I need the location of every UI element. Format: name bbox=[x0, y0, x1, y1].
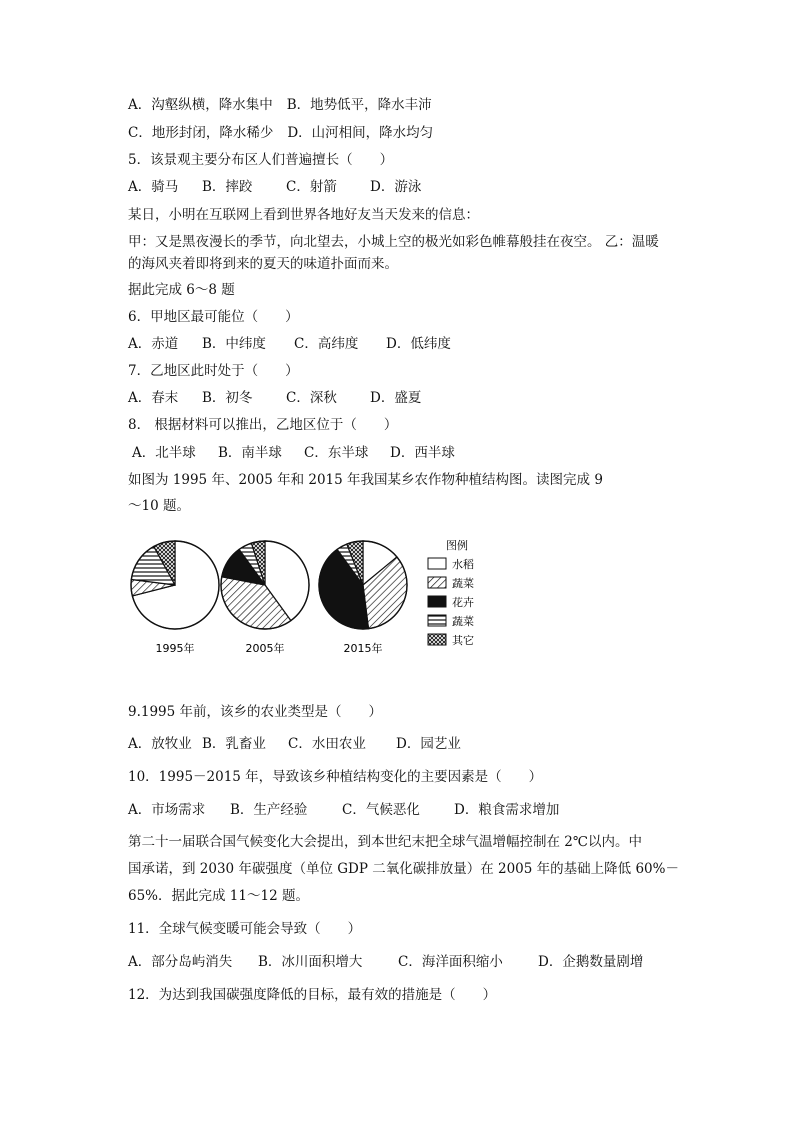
q11-option-b: B．冰川面积增大 bbox=[258, 954, 363, 970]
q6-option-c: C．高纬度 bbox=[294, 336, 359, 352]
passage3-line-1: 第二十一届联合国气候变化大会提出，到本世纪末把全球气温增幅控制在 2℃以内。中 bbox=[128, 834, 642, 850]
q5-option-b: B．摔跤 bbox=[202, 179, 253, 195]
q4-option-a: A．沟壑纵横，降水集中 bbox=[128, 97, 273, 113]
q8-option-c: C．东半球 bbox=[304, 445, 369, 461]
q6-stem: 6．甲地区最可能位（ ） bbox=[128, 309, 299, 325]
passage2-line-2: ～10 题。 bbox=[128, 498, 190, 514]
q8-option-d: D．西半球 bbox=[390, 445, 455, 461]
pie-1 bbox=[221, 541, 309, 655]
q7-option-c: C．深秋 bbox=[286, 390, 337, 406]
q11-option-a: A．部分岛屿消失 bbox=[128, 954, 233, 970]
legend-title: 图例 bbox=[446, 539, 468, 552]
q5-option-d: D．游泳 bbox=[370, 179, 422, 195]
crop-structure-pie-charts bbox=[120, 530, 500, 665]
legend-label: 水稻 bbox=[452, 558, 474, 571]
q5-option-c: C．射箭 bbox=[286, 179, 337, 195]
q4-options-line-1 bbox=[128, 96, 432, 114]
q5-option-a: A．骑马 bbox=[128, 179, 179, 195]
legend-label: 蔬菜 bbox=[452, 577, 474, 590]
q7-stem: 7．乙地区此时处于（ ） bbox=[128, 363, 299, 379]
passage3-line-3: 65%．据此完成 11～12 题。 bbox=[128, 888, 309, 904]
q4-option-b: B．地势低平，降水丰沛 bbox=[286, 97, 432, 113]
q6-option-a: A．赤道 bbox=[128, 336, 179, 352]
q9-stem: 9.1995 年前，该乡的农业类型是（ ） bbox=[128, 704, 383, 720]
q8-options bbox=[132, 444, 455, 462]
q8-option-b: B．南半球 bbox=[218, 445, 282, 461]
q9-option-c: C．水田农业 bbox=[288, 736, 366, 752]
q7-option-b: B．初冬 bbox=[202, 390, 253, 406]
q12-stem: 12．为达到我国碳强度降低的目标，最有效的措施是（ ） bbox=[128, 987, 497, 1003]
q10-option-b: B．生产经验 bbox=[230, 802, 308, 818]
pie-year-label: 1995年 bbox=[155, 642, 195, 655]
q8-option-a: A．北半球 bbox=[132, 445, 196, 461]
pie-2 bbox=[319, 541, 407, 655]
passage1-line-b: 的海风夹着即将到来的夏天的味道扑面而来。 bbox=[128, 256, 398, 272]
legend-swatch-diagonal bbox=[428, 577, 446, 588]
q9-options bbox=[128, 735, 461, 753]
passage3-line-2: 国承诺，到 2030 年碳强度（单位 GDP 二氧化碳排放量）在 2005 年的基础上降低 60%－ bbox=[128, 861, 679, 877]
q10-stem: 10．1995－2015 年，导致该乡种植结构变化的主要因素是（ ） bbox=[128, 769, 543, 785]
q4-option-c: C．地形封闭，降水稀少 bbox=[128, 125, 274, 141]
q7-option-d: D．盛夏 bbox=[370, 390, 422, 406]
passage1-instruction: 据此完成 6～8 题 bbox=[128, 282, 235, 298]
legend-swatch-black bbox=[428, 596, 446, 607]
q9-option-a: A．放牧业 bbox=[128, 736, 192, 752]
passage1-line-a: 甲：又是黑夜漫长的季节，向北望去，小城上空的极光如彩色帷幕般挂在夜空。 乙：温暖 bbox=[128, 234, 659, 250]
q8-stem: 8． 根据材料可以推出，乙地区位于（ ） bbox=[128, 417, 398, 433]
q9-option-d: D．园艺业 bbox=[396, 736, 461, 752]
q11-option-d: D．企鹅数量剧增 bbox=[538, 954, 644, 970]
passage2-line-1: 如图为 1995 年、2005 年和 2015 年我国某乡农作物种植结构图。读图完成 9 bbox=[128, 472, 603, 488]
pie-year-label: 2015年 bbox=[343, 642, 383, 655]
q11-stem: 11．全球气候变暖可能会导致（ ） bbox=[128, 921, 362, 937]
legend-label: 蔬菜 bbox=[452, 615, 474, 628]
legend-label: 其它 bbox=[452, 634, 474, 647]
q11-option-c: C．海洋面积缩小 bbox=[398, 954, 503, 970]
q11-options bbox=[128, 953, 643, 971]
q5-options bbox=[128, 178, 421, 196]
q4-option-d: D．山河相间，降水均匀 bbox=[287, 125, 434, 141]
q10-option-c: C．气候恶化 bbox=[342, 802, 420, 818]
q5-stem: 5．该景观主要分布区人们普遍擅长（ ） bbox=[128, 152, 394, 168]
q6-option-d: D．低纬度 bbox=[386, 336, 451, 352]
q4-options-line-2 bbox=[128, 124, 433, 142]
legend-swatch-crosshatch bbox=[428, 634, 446, 645]
pie-0 bbox=[131, 541, 219, 655]
crop-structure-figure bbox=[120, 530, 500, 665]
legend-label: 花卉 bbox=[452, 596, 474, 609]
q9-option-b: B．乳畜业 bbox=[202, 736, 266, 752]
legend-swatch-blank bbox=[428, 558, 446, 569]
q7-options bbox=[128, 389, 421, 407]
passage1-intro: 某日，小明在互联网上看到世界各地好友当天发来的信息： bbox=[128, 207, 479, 223]
q7-option-a: A．春末 bbox=[128, 390, 179, 406]
q6-options bbox=[128, 335, 451, 353]
q6-option-b: B．中纬度 bbox=[202, 336, 266, 352]
q10-option-a: A．市场需求 bbox=[128, 802, 206, 818]
legend-swatch-horizontal bbox=[428, 615, 446, 626]
q10-options bbox=[128, 801, 559, 819]
q10-option-d: D．粮食需求增加 bbox=[454, 802, 560, 818]
pie-year-label: 2005年 bbox=[245, 642, 285, 655]
